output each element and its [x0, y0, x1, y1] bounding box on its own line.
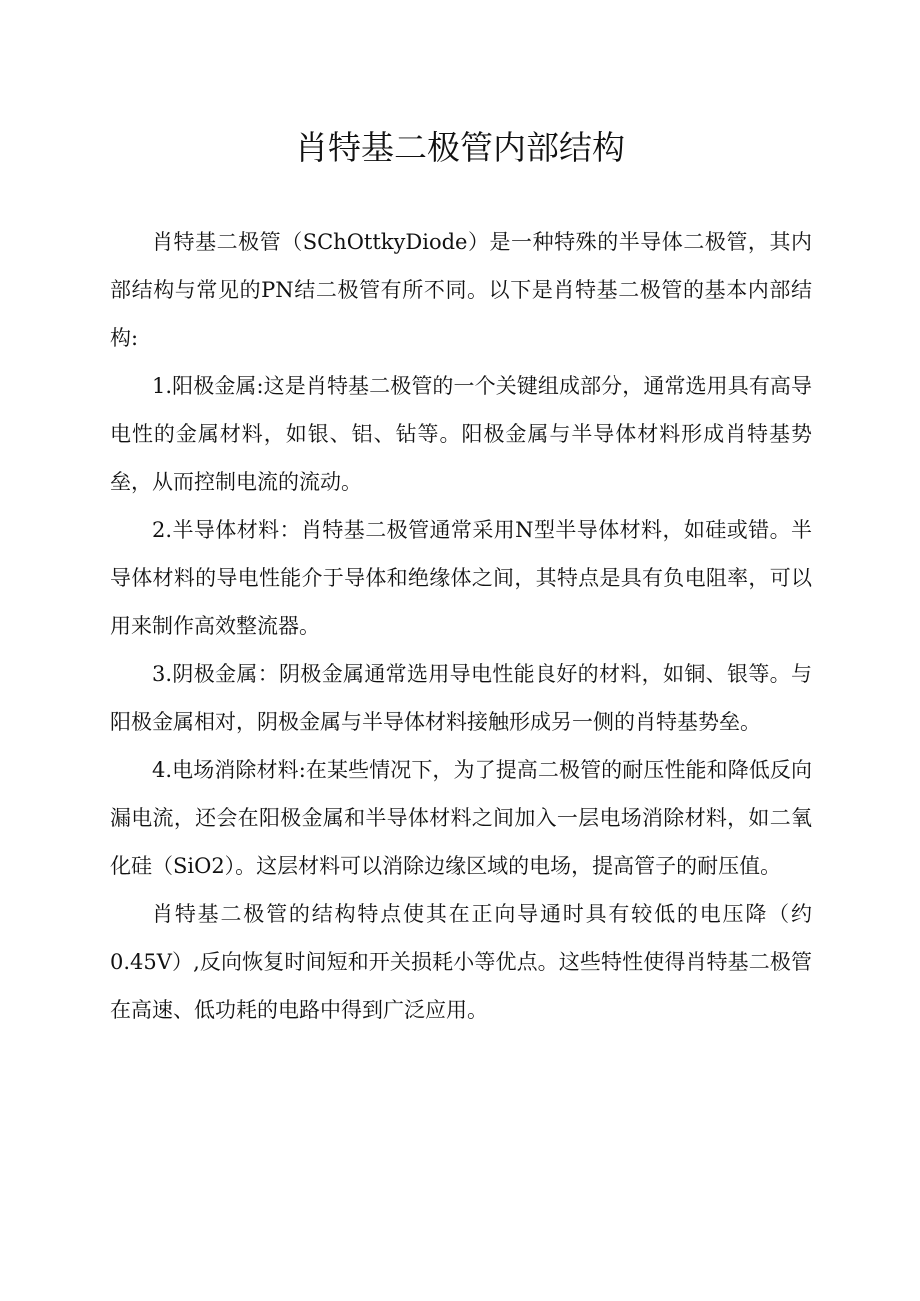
- intro-paragraph: 肖特基二极管（SChOttkyDiode）是一种特殊的半导体二极管，其内部结构与常见的PN结二极管有所不同。以下是肖特基二极管的基本内部结构:: [110, 230, 812, 350]
- document-title: 肖特基二极管内部结构: [295, 128, 625, 167]
- summary-paragraph: 肖特基二极管的结构特点使其在正向导通时具有较低的电压降（约0.45V）,反向恢复时间短和开关损耗小等优点。这些特性使得肖特基二极管在高速、低功耗的电路中得到广泛应用。: [110, 902, 812, 1022]
- item-semiconductor-material: 2.半导体材料：肖特基二极管通常采用N型半导体材料，如硅或错。半导体材料的导电性能介于导体和绝缘体之间，其特点是具有负电阻率，可以用来制作高效整流器。: [110, 518, 812, 638]
- item-field-elimination-material: 4.电场消除材料:在某些情况下，为了提高二极管的耐压性能和降低反向漏电流，还会在阳极金属和半导体材料之间加入一层电场消除材料，如二氧化硅（SiO2）。这层材料可以消除边缘区域的电场，提高管子的耐压值。: [110, 758, 812, 878]
- document-body: [110, 218, 812, 1034]
- item-cathode-metal: 3.阴极金属：阴极金属通常选用导电性能良好的材料，如铜、银等。与阳极金属相对，阴极金属与半导体材料接触形成另一侧的肖特基势垒。: [110, 662, 812, 734]
- item-anode-metal: 1.阳极金属:这是肖特基二极管的一个关键组成部分，通常选用具有高导电性的金属材料，如银、铝、钻等。阳极金属与半导体材料形成肖特基势垒，从而控制电流的流动。: [110, 374, 812, 494]
